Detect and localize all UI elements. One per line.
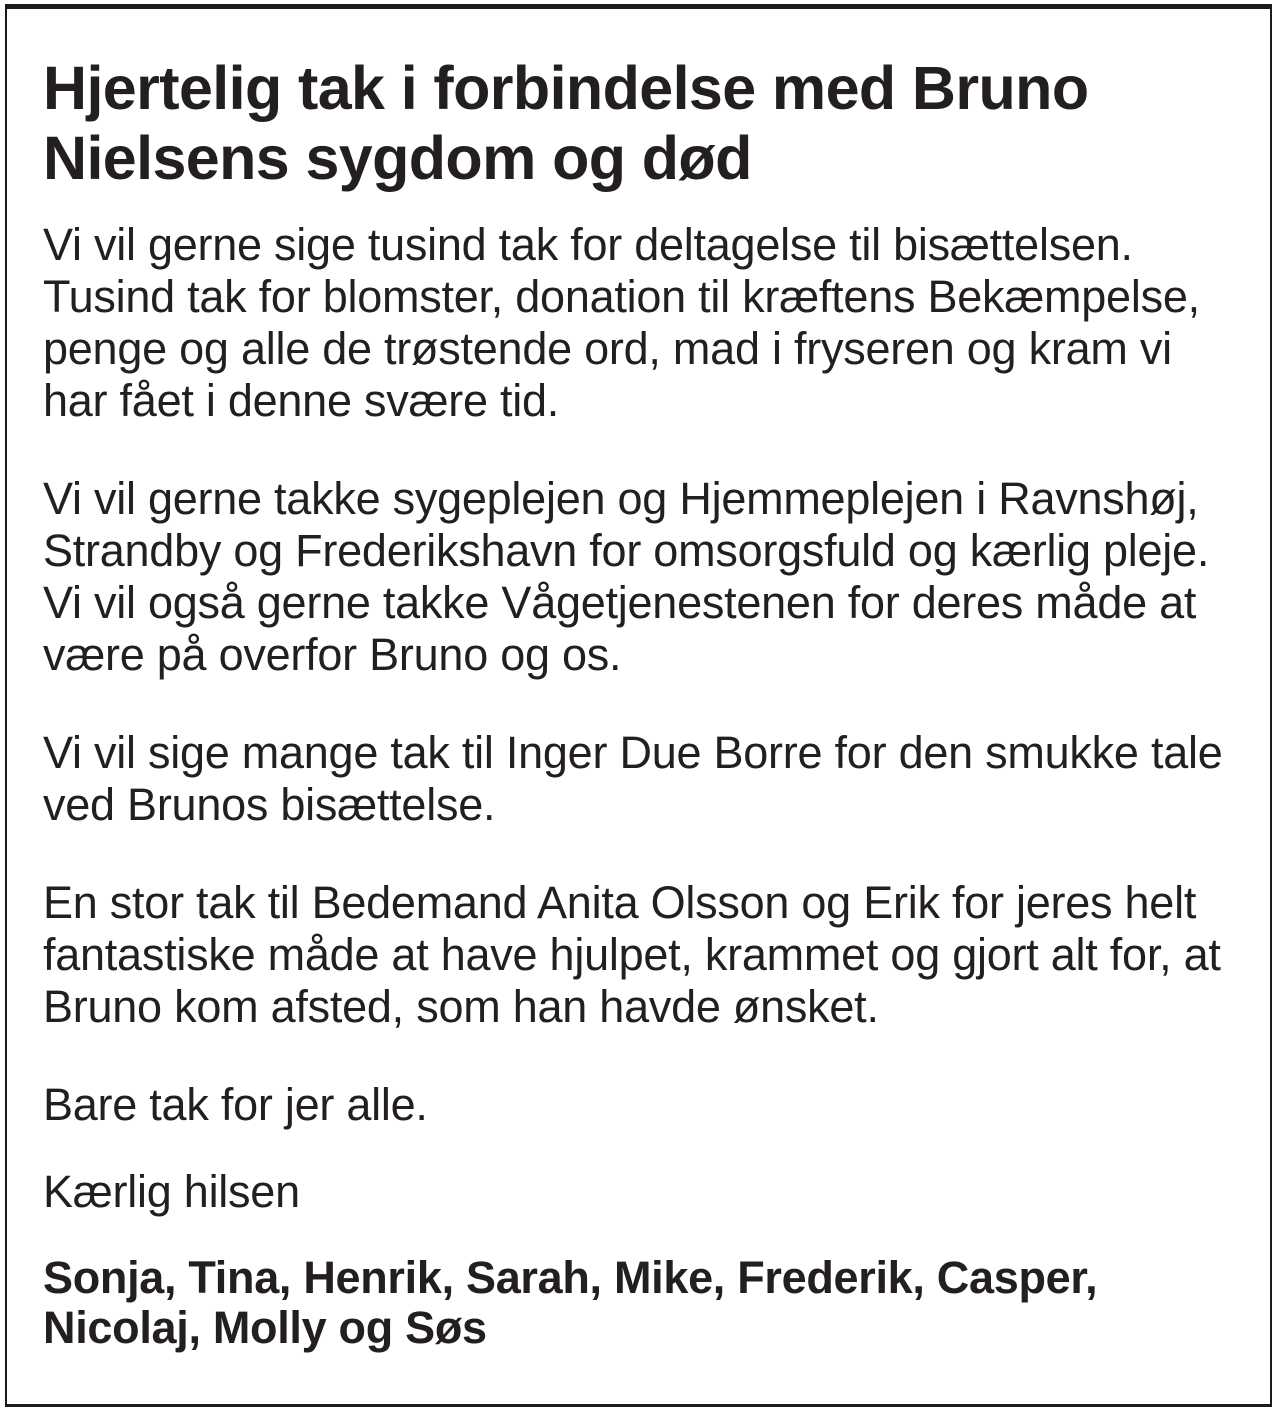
notice-paragraph-3: Vi vil sige mange tak til Inger Due Borre for den smukke tale ved Brunos bisættelse. (43, 727, 1223, 830)
thank-you-notice-card (5, 4, 1272, 1407)
notice-headline: Hjertelig tak i forbindelse med Bruno Nielsens sygdom og død (43, 54, 1089, 192)
notice-paragraph-2: Vi vil gerne takke sygeplejen og Hjemmeplejen i Ravnshøj, Strandby og Frederikshavn for omsorgsfuld og kærlig pleje. Vi vil også gerne takke Vågetjenestenen for deres måde at være på overfor Bruno og os. (43, 473, 1210, 680)
notice-signature-names: Sonja, Tina, Henrik, Sarah, Mike, Frederik, Casper, Nicolaj, Molly og Søs (43, 1252, 1098, 1353)
notice-content (43, 53, 1228, 1353)
notice-paragraph-1: Vi vil gerne sige tusind tak for deltagelse til bisættelsen. Tusind tak for blomster, donation til kræftens Bekæmpelse, penge og alle de trøstende ord, mad i fryseren og kram vi har fået i denne svære tid. (43, 219, 1200, 426)
notice-valediction: Kærlig hilsen (43, 1166, 300, 1217)
notice-closing-thanks: Bare tak for jer alle. (43, 1079, 428, 1130)
notice-paragraph-4: En stor tak til Bedemand Anita Olsson og Erik for jeres helt fantastiske måde at have hjulpet, krammet og gjort alt for, at Bruno kom afsted, som han havde ønsket. (43, 877, 1221, 1032)
